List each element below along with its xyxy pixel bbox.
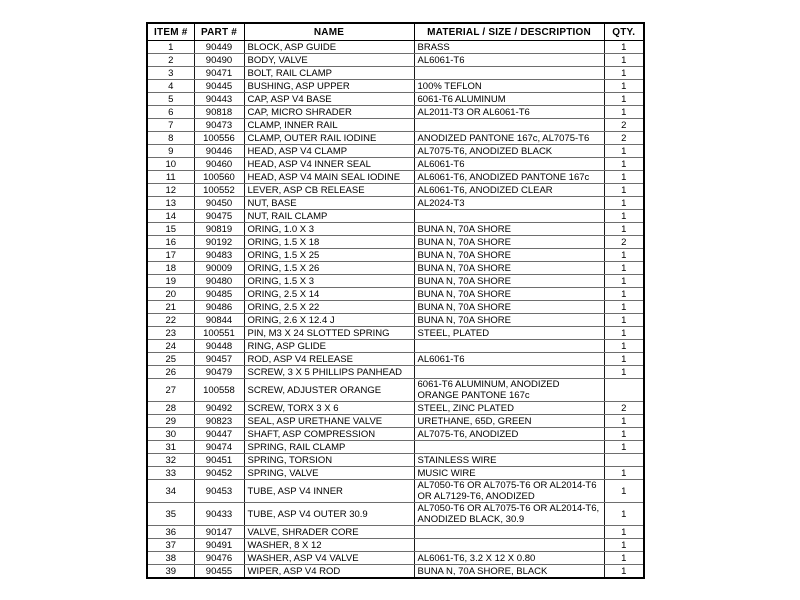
cell-item: 28 [147,402,194,415]
cell-item: 13 [147,197,194,210]
table-row [147,236,644,249]
cell-name: HEAD, ASP V4 MAIN SEAL IODINE [244,171,414,184]
cell-item: 3 [147,67,194,80]
cell-name: SCREW, ADJUSTER ORANGE [244,379,414,402]
cell-item: 20 [147,288,194,301]
cell-qty: 2 [604,402,644,415]
cell-qty: 1 [604,467,644,480]
table-row [147,67,644,80]
cell-qty: 1 [604,262,644,275]
column-header-qty: QTY. [604,23,644,41]
cell-qty: 1 [604,441,644,454]
cell-material: AL2011-T3 OR AL6061-T6 [414,106,604,119]
cell-item: 14 [147,210,194,223]
cell-material: BUNA N, 70A SHORE [414,249,604,262]
cell-name: ORING, 2.5 X 22 [244,301,414,314]
column-header-item: ITEM # [147,23,194,41]
cell-name: CLAMP, OUTER RAIL IODINE [244,132,414,145]
cell-qty: 1 [604,249,644,262]
cell-item: 23 [147,327,194,340]
cell-item: 35 [147,503,194,526]
cell-part: 90818 [194,106,244,119]
cell-item: 9 [147,145,194,158]
cell-material: BUNA N, 70A SHORE [414,301,604,314]
cell-name: RING, ASP GLIDE [244,340,414,353]
cell-name: WASHER, 8 X 12 [244,539,414,552]
cell-name: VALVE, SHRADER CORE [244,526,414,539]
cell-material: AL6061-T6, 3.2 X 12 X 0.80 [414,552,604,565]
table-row [147,249,644,262]
cell-item: 34 [147,480,194,503]
cell-item: 10 [147,158,194,171]
cell-name: BUSHING, ASP UPPER [244,80,414,93]
cell-material: BUNA N, 70A SHORE, BLACK [414,565,604,579]
cell-qty: 1 [604,106,644,119]
table-row [147,275,644,288]
table-body [147,41,644,579]
cell-item: 6 [147,106,194,119]
cell-name: CAP, ASP V4 BASE [244,93,414,106]
cell-qty: 1 [604,67,644,80]
cell-qty: 1 [604,539,644,552]
table-row [147,197,644,210]
table-row [147,340,644,353]
cell-item: 26 [147,366,194,379]
table-row [147,327,644,340]
cell-qty: 1 [604,314,644,327]
cell-material: BUNA N, 70A SHORE [414,288,604,301]
table-row [147,428,644,441]
cell-name: WIPER, ASP V4 ROD [244,565,414,579]
cell-material: BRASS [414,41,604,54]
cell-qty: 1 [604,210,644,223]
cell-item: 17 [147,249,194,262]
table-row [147,54,644,67]
cell-qty: 1 [604,552,644,565]
table-row [147,467,644,480]
cell-material [414,119,604,132]
cell-item: 15 [147,223,194,236]
cell-qty: 1 [604,223,644,236]
cell-item: 36 [147,526,194,539]
cell-part: 90450 [194,197,244,210]
cell-name: ORING, 1.0 X 3 [244,223,414,236]
cell-name: SCREW, 3 X 5 PHILLIPS PANHEAD [244,366,414,379]
cell-part: 90475 [194,210,244,223]
table-row [147,132,644,145]
cell-part: 90480 [194,275,244,288]
cell-part: 100560 [194,171,244,184]
cell-name: ROD, ASP V4 RELEASE [244,353,414,366]
table-row [147,454,644,467]
cell-part: 90443 [194,93,244,106]
cell-name: SPRING, RAIL CLAMP [244,441,414,454]
cell-part: 90448 [194,340,244,353]
cell-qty: 1 [604,184,644,197]
cell-part: 90486 [194,301,244,314]
cell-name: ORING, 1.5 X 3 [244,275,414,288]
table-row [147,301,644,314]
cell-part: 90451 [194,454,244,467]
cell-item: 22 [147,314,194,327]
cell-part: 90452 [194,467,244,480]
cell-part: 90473 [194,119,244,132]
cell-material: 6061-T6 ALUMINUM [414,93,604,106]
cell-qty: 1 [604,197,644,210]
cell-part: 100556 [194,132,244,145]
cell-name: ORING, 1.5 X 25 [244,249,414,262]
cell-name: HEAD, ASP V4 INNER SEAL [244,158,414,171]
cell-name: ORING, 1.5 X 18 [244,236,414,249]
cell-name: WASHER, ASP V4 VALVE [244,552,414,565]
cell-qty: 2 [604,119,644,132]
cell-material: BUNA N, 70A SHORE [414,314,604,327]
cell-material: STEEL, PLATED [414,327,604,340]
cell-qty: 1 [604,93,644,106]
cell-qty: 1 [604,327,644,340]
cell-item: 4 [147,80,194,93]
table-row [147,41,644,54]
cell-material: BUNA N, 70A SHORE [414,275,604,288]
table-row [147,288,644,301]
cell-name: SPRING, TORSION [244,454,414,467]
cell-item: 39 [147,565,194,579]
cell-item: 7 [147,119,194,132]
table-row [147,366,644,379]
parts-list-container [146,22,643,579]
cell-part: 100552 [194,184,244,197]
cell-part: 90445 [194,80,244,93]
cell-part: 90492 [194,402,244,415]
cell-material: AL7075-T6, ANODIZED [414,428,604,441]
cell-name: ORING, 1.5 X 26 [244,262,414,275]
cell-qty: 1 [604,340,644,353]
cell-part: 90446 [194,145,244,158]
cell-qty: 1 [604,526,644,539]
cell-material: MUSIC WIRE [414,467,604,480]
cell-qty: 1 [604,80,644,93]
table-row [147,314,644,327]
cell-part: 90447 [194,428,244,441]
cell-part: 90483 [194,249,244,262]
cell-part: 90449 [194,41,244,54]
cell-qty: 1 [604,415,644,428]
cell-part: 90460 [194,158,244,171]
cell-material: AL6061-T6, ANODIZED PANTONE 167c [414,171,604,184]
cell-qty: 1 [604,158,644,171]
cell-item: 21 [147,301,194,314]
table-row [147,145,644,158]
table-row [147,441,644,454]
cell-qty: 1 [604,41,644,54]
cell-name: LEVER, ASP CB RELEASE [244,184,414,197]
cell-material: URETHANE, 65D, GREEN [414,415,604,428]
cell-name: SCREW, TORX 3 X 6 [244,402,414,415]
cell-name: ORING, 2.6 X 12.4 J [244,314,414,327]
column-header-name: NAME [244,23,414,41]
cell-part: 90471 [194,67,244,80]
cell-material: 100% TEFLON [414,80,604,93]
cell-qty: 1 [604,288,644,301]
table-row [147,262,644,275]
parts-table [146,22,645,579]
cell-name: CAP, MICRO SHRADER [244,106,414,119]
cell-qty: 1 [604,275,644,288]
table-row [147,80,644,93]
header-row [147,23,644,41]
cell-qty: 1 [604,428,644,441]
cell-material: BUNA N, 70A SHORE [414,223,604,236]
table-row [147,210,644,223]
cell-item: 19 [147,275,194,288]
table-row [147,171,644,184]
cell-part: 90474 [194,441,244,454]
cell-qty: 2 [604,132,644,145]
cell-part: 90433 [194,503,244,526]
table-row [147,184,644,197]
table-row [147,565,644,579]
cell-qty: 1 [604,301,644,314]
cell-material: AL6061-T6 [414,158,604,171]
table-row [147,223,644,236]
cell-part: 90455 [194,565,244,579]
cell-qty: 1 [604,503,644,526]
cell-part: 90485 [194,288,244,301]
cell-part: 90844 [194,314,244,327]
cell-part: 90192 [194,236,244,249]
cell-name: BOLT, RAIL CLAMP [244,67,414,80]
cell-item: 24 [147,340,194,353]
cell-material: AL6061-T6, ANODIZED CLEAR [414,184,604,197]
cell-material [414,441,604,454]
cell-item: 33 [147,467,194,480]
cell-material [414,539,604,552]
cell-material: AL2024-T3 [414,197,604,210]
cell-part: 90147 [194,526,244,539]
cell-material: 6061-T6 ALUMINUM, ANODIZED ORANGE PANTONE 167c [414,379,604,402]
table-row [147,526,644,539]
cell-part: 90453 [194,480,244,503]
cell-part: 90009 [194,262,244,275]
cell-name: NUT, RAIL CLAMP [244,210,414,223]
cell-part: 90819 [194,223,244,236]
table-row [147,480,644,503]
cell-qty: 1 [604,171,644,184]
cell-material: BUNA N, 70A SHORE [414,236,604,249]
cell-qty: 1 [604,353,644,366]
table-row [147,353,644,366]
table-row [147,539,644,552]
cell-name: NUT, BASE [244,197,414,210]
cell-name: SEAL, ASP URETHANE VALVE [244,415,414,428]
cell-name: TUBE, ASP V4 INNER [244,480,414,503]
cell-item: 18 [147,262,194,275]
cell-qty [604,379,644,402]
cell-item: 30 [147,428,194,441]
column-header-material: MATERIAL / SIZE / DESCRIPTION [414,23,604,41]
cell-item: 29 [147,415,194,428]
table-row [147,119,644,132]
table-row [147,415,644,428]
cell-part: 90476 [194,552,244,565]
cell-part: 90490 [194,54,244,67]
table-row [147,503,644,526]
cell-material [414,67,604,80]
cell-item: 11 [147,171,194,184]
cell-item: 1 [147,41,194,54]
cell-item: 12 [147,184,194,197]
cell-name: BODY, VALVE [244,54,414,67]
cell-name: SPRING, VALVE [244,467,414,480]
cell-part: 90457 [194,353,244,366]
cell-name: ORING, 2.5 X 14 [244,288,414,301]
column-header-part: PART # [194,23,244,41]
table-row [147,158,644,171]
cell-material: AL6061-T6 [414,54,604,67]
cell-material: STEEL, ZINC PLATED [414,402,604,415]
cell-part: 100551 [194,327,244,340]
cell-item: 38 [147,552,194,565]
cell-part: 90479 [194,366,244,379]
table-row [147,106,644,119]
cell-part: 100558 [194,379,244,402]
cell-material [414,526,604,539]
cell-material: AL6061-T6 [414,353,604,366]
table-row [147,402,644,415]
cell-name: BLOCK, ASP GUIDE [244,41,414,54]
cell-qty [604,454,644,467]
cell-item: 25 [147,353,194,366]
cell-material: AL7075-T6, ANODIZED BLACK [414,145,604,158]
cell-item: 32 [147,454,194,467]
cell-material: AL7050-T6 OR AL7075-T6 OR AL2014-T6, ANODIZED BLACK, 30.9 [414,503,604,526]
cell-qty: 2 [604,236,644,249]
cell-material: BUNA N, 70A SHORE [414,262,604,275]
cell-item: 31 [147,441,194,454]
table-row [147,379,644,402]
cell-part: 90823 [194,415,244,428]
cell-qty: 1 [604,54,644,67]
cell-name: PIN, M3 X 24 SLOTTED SPRING [244,327,414,340]
cell-material [414,340,604,353]
table-row [147,552,644,565]
cell-material: AL7050-T6 OR AL7075-T6 OR AL2014-T6 OR AL7129-T6, ANODIZED [414,480,604,503]
table-row [147,93,644,106]
cell-material [414,210,604,223]
cell-item: 2 [147,54,194,67]
cell-item: 16 [147,236,194,249]
cell-qty: 1 [604,145,644,158]
cell-qty: 1 [604,480,644,503]
cell-name: HEAD, ASP V4 CLAMP [244,145,414,158]
cell-item: 37 [147,539,194,552]
cell-material: ANODIZED PANTONE 167c, AL7075-T6 [414,132,604,145]
cell-qty: 1 [604,565,644,579]
cell-material: STAINLESS WIRE [414,454,604,467]
cell-material [414,366,604,379]
cell-qty: 1 [604,366,644,379]
cell-item: 27 [147,379,194,402]
cell-name: CLAMP, INNER RAIL [244,119,414,132]
cell-name: SHAFT, ASP COMPRESSION [244,428,414,441]
cell-part: 90491 [194,539,244,552]
cell-item: 5 [147,93,194,106]
cell-name: TUBE, ASP V4 OUTER 30.9 [244,503,414,526]
cell-item: 8 [147,132,194,145]
